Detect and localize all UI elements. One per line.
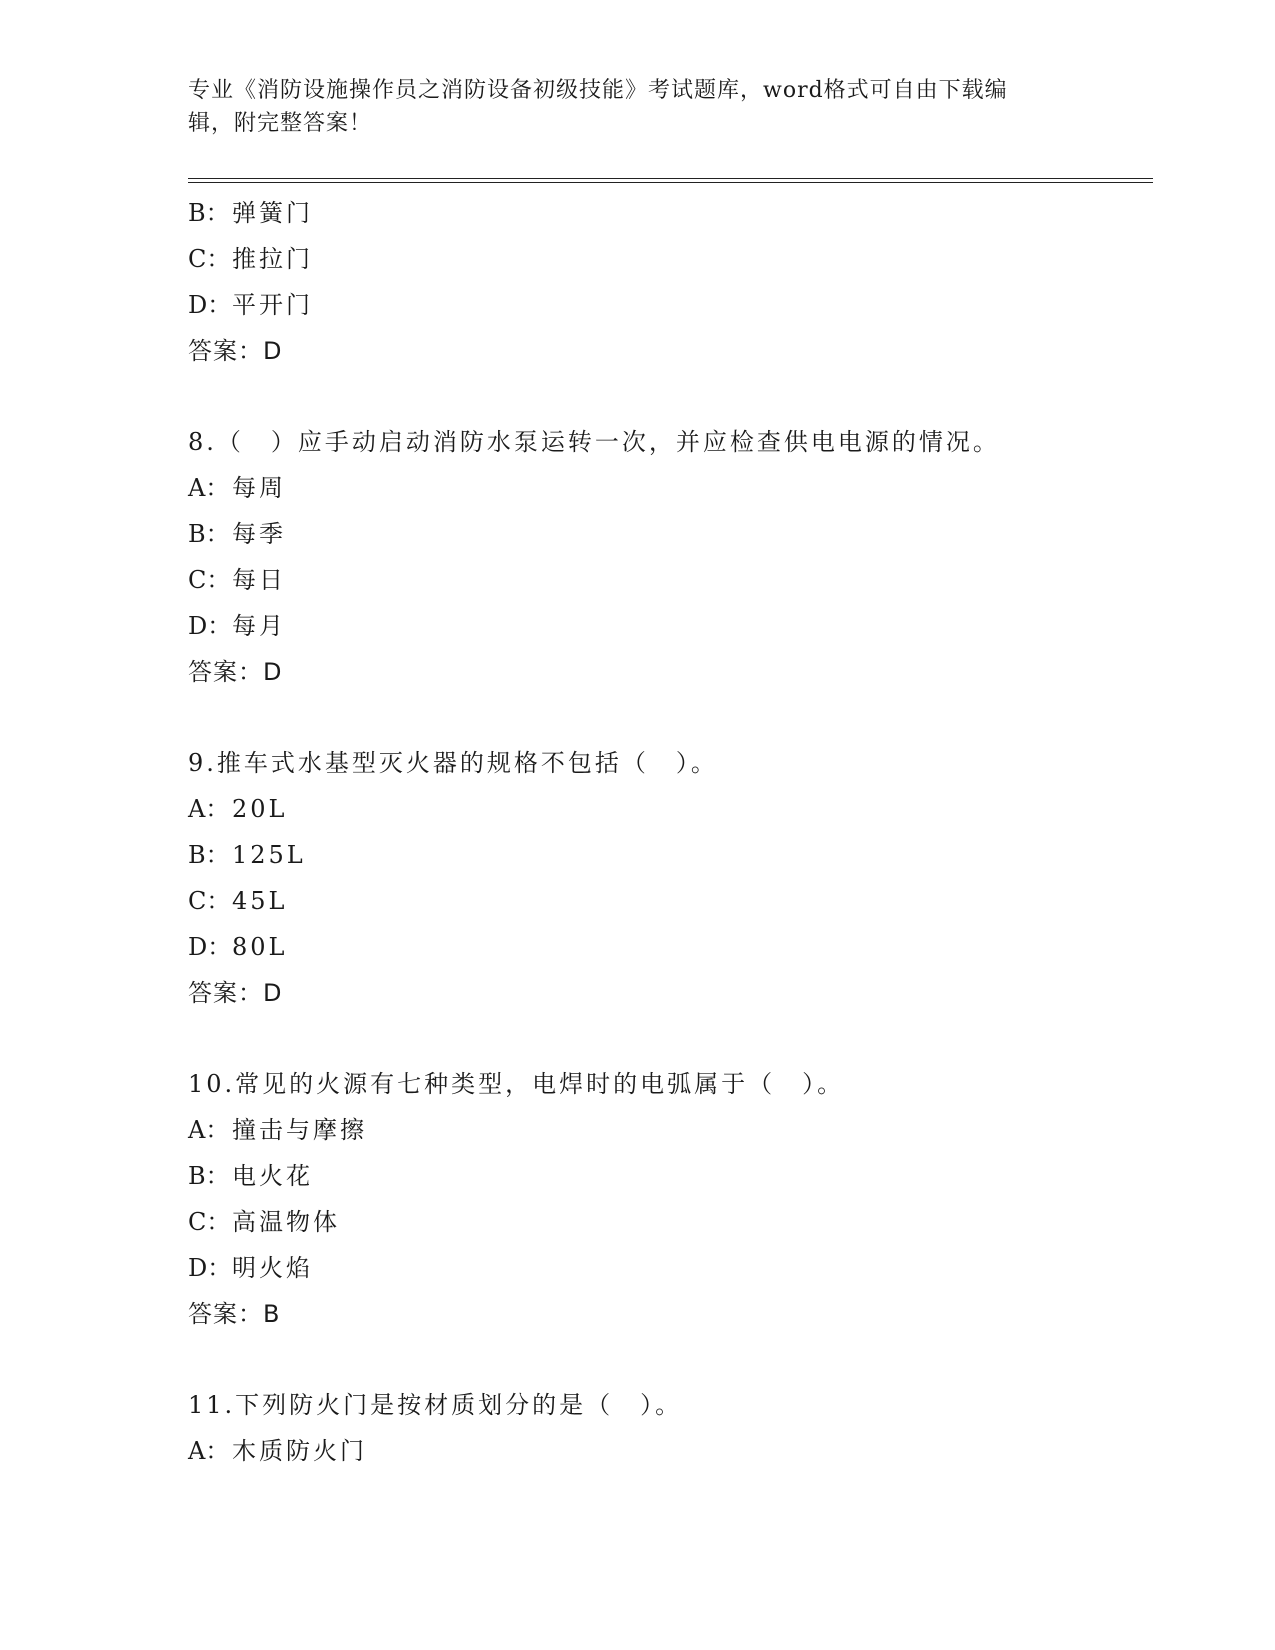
question-10 xyxy=(188,1061,1153,1337)
question-11 xyxy=(188,1382,1153,1474)
option-text: 每月 xyxy=(232,612,286,640)
option-text: 电火花 xyxy=(232,1162,313,1190)
option-text: 明火焰 xyxy=(232,1254,313,1282)
option-text: 每日 xyxy=(232,566,286,594)
option-key: A： xyxy=(188,1116,230,1144)
option-key: D： xyxy=(188,612,232,640)
option-a xyxy=(188,1428,1153,1474)
option-text: 高温物体 xyxy=(232,1208,340,1236)
option-a xyxy=(188,786,1153,832)
question-9 xyxy=(188,740,1153,1016)
option-key: A： xyxy=(188,474,230,502)
question-stem: 11.下列防火门是按材质划分的是（ ）。 xyxy=(188,1391,683,1419)
question-7-continued xyxy=(188,190,1153,374)
answer-line: 答案：D xyxy=(188,979,283,1007)
option-b xyxy=(188,511,1153,557)
option-text: 推拉门 xyxy=(232,245,313,273)
question-8 xyxy=(188,419,1153,695)
header-line-2: 辑，附完整答案！ xyxy=(188,111,373,136)
option-key: B： xyxy=(188,199,230,227)
option-key: A： xyxy=(188,795,230,823)
answer-line: 答案：B xyxy=(188,1300,281,1328)
option-key: B： xyxy=(188,1162,230,1190)
option-d xyxy=(188,603,1153,649)
option-key: C： xyxy=(188,1208,231,1236)
option-c xyxy=(188,236,1153,282)
option-d xyxy=(188,924,1153,970)
option-b xyxy=(188,832,1153,878)
option-key: C： xyxy=(188,245,231,273)
option-text: 撞击与摩擦 xyxy=(232,1116,367,1144)
answer-line: 答案：D xyxy=(188,658,283,686)
option-text: 45L xyxy=(232,887,288,915)
header-double-rule xyxy=(188,178,1153,183)
question-stem: 9.推车式水基型灭火器的规格不包括（ ）。 xyxy=(188,749,718,777)
option-key: A： xyxy=(188,1437,230,1465)
option-key: D： xyxy=(188,291,232,319)
option-b xyxy=(188,1153,1153,1199)
option-a xyxy=(188,1107,1153,1153)
question-stem: 8.（ ）应手动启动消防水泵运转一次，并应检查供电电源的情况。 xyxy=(188,428,1000,456)
option-text: 平开门 xyxy=(232,291,313,319)
option-c xyxy=(188,557,1153,603)
option-d xyxy=(188,1245,1153,1291)
option-key: D： xyxy=(188,933,232,961)
option-text: 20L xyxy=(232,795,288,823)
option-text: 弹簧门 xyxy=(232,199,313,227)
option-d xyxy=(188,282,1153,328)
option-b xyxy=(188,190,1153,236)
option-key: D： xyxy=(188,1254,232,1282)
document-header xyxy=(188,74,1088,140)
option-c xyxy=(188,878,1153,924)
answer-line: 答案：D xyxy=(188,337,283,365)
option-text: 木质防火门 xyxy=(232,1437,367,1465)
option-key: C： xyxy=(188,887,231,915)
option-c xyxy=(188,1199,1153,1245)
header-line-1: 专业《消防设施操作员之消防设备初级技能》考试题库，word格式可自由下载编 xyxy=(188,78,1008,103)
option-key: B： xyxy=(188,520,230,548)
option-text: 每季 xyxy=(232,520,286,548)
option-key: B： xyxy=(188,841,230,869)
question-list xyxy=(188,190,1153,1474)
option-text: 80L xyxy=(232,933,288,961)
option-text: 125L xyxy=(232,841,306,869)
option-a xyxy=(188,465,1153,511)
option-key: C： xyxy=(188,566,231,594)
question-stem: 10.常见的火源有七种类型，电焊时的电弧属于（ ）。 xyxy=(188,1070,845,1098)
option-text: 每周 xyxy=(232,474,286,502)
